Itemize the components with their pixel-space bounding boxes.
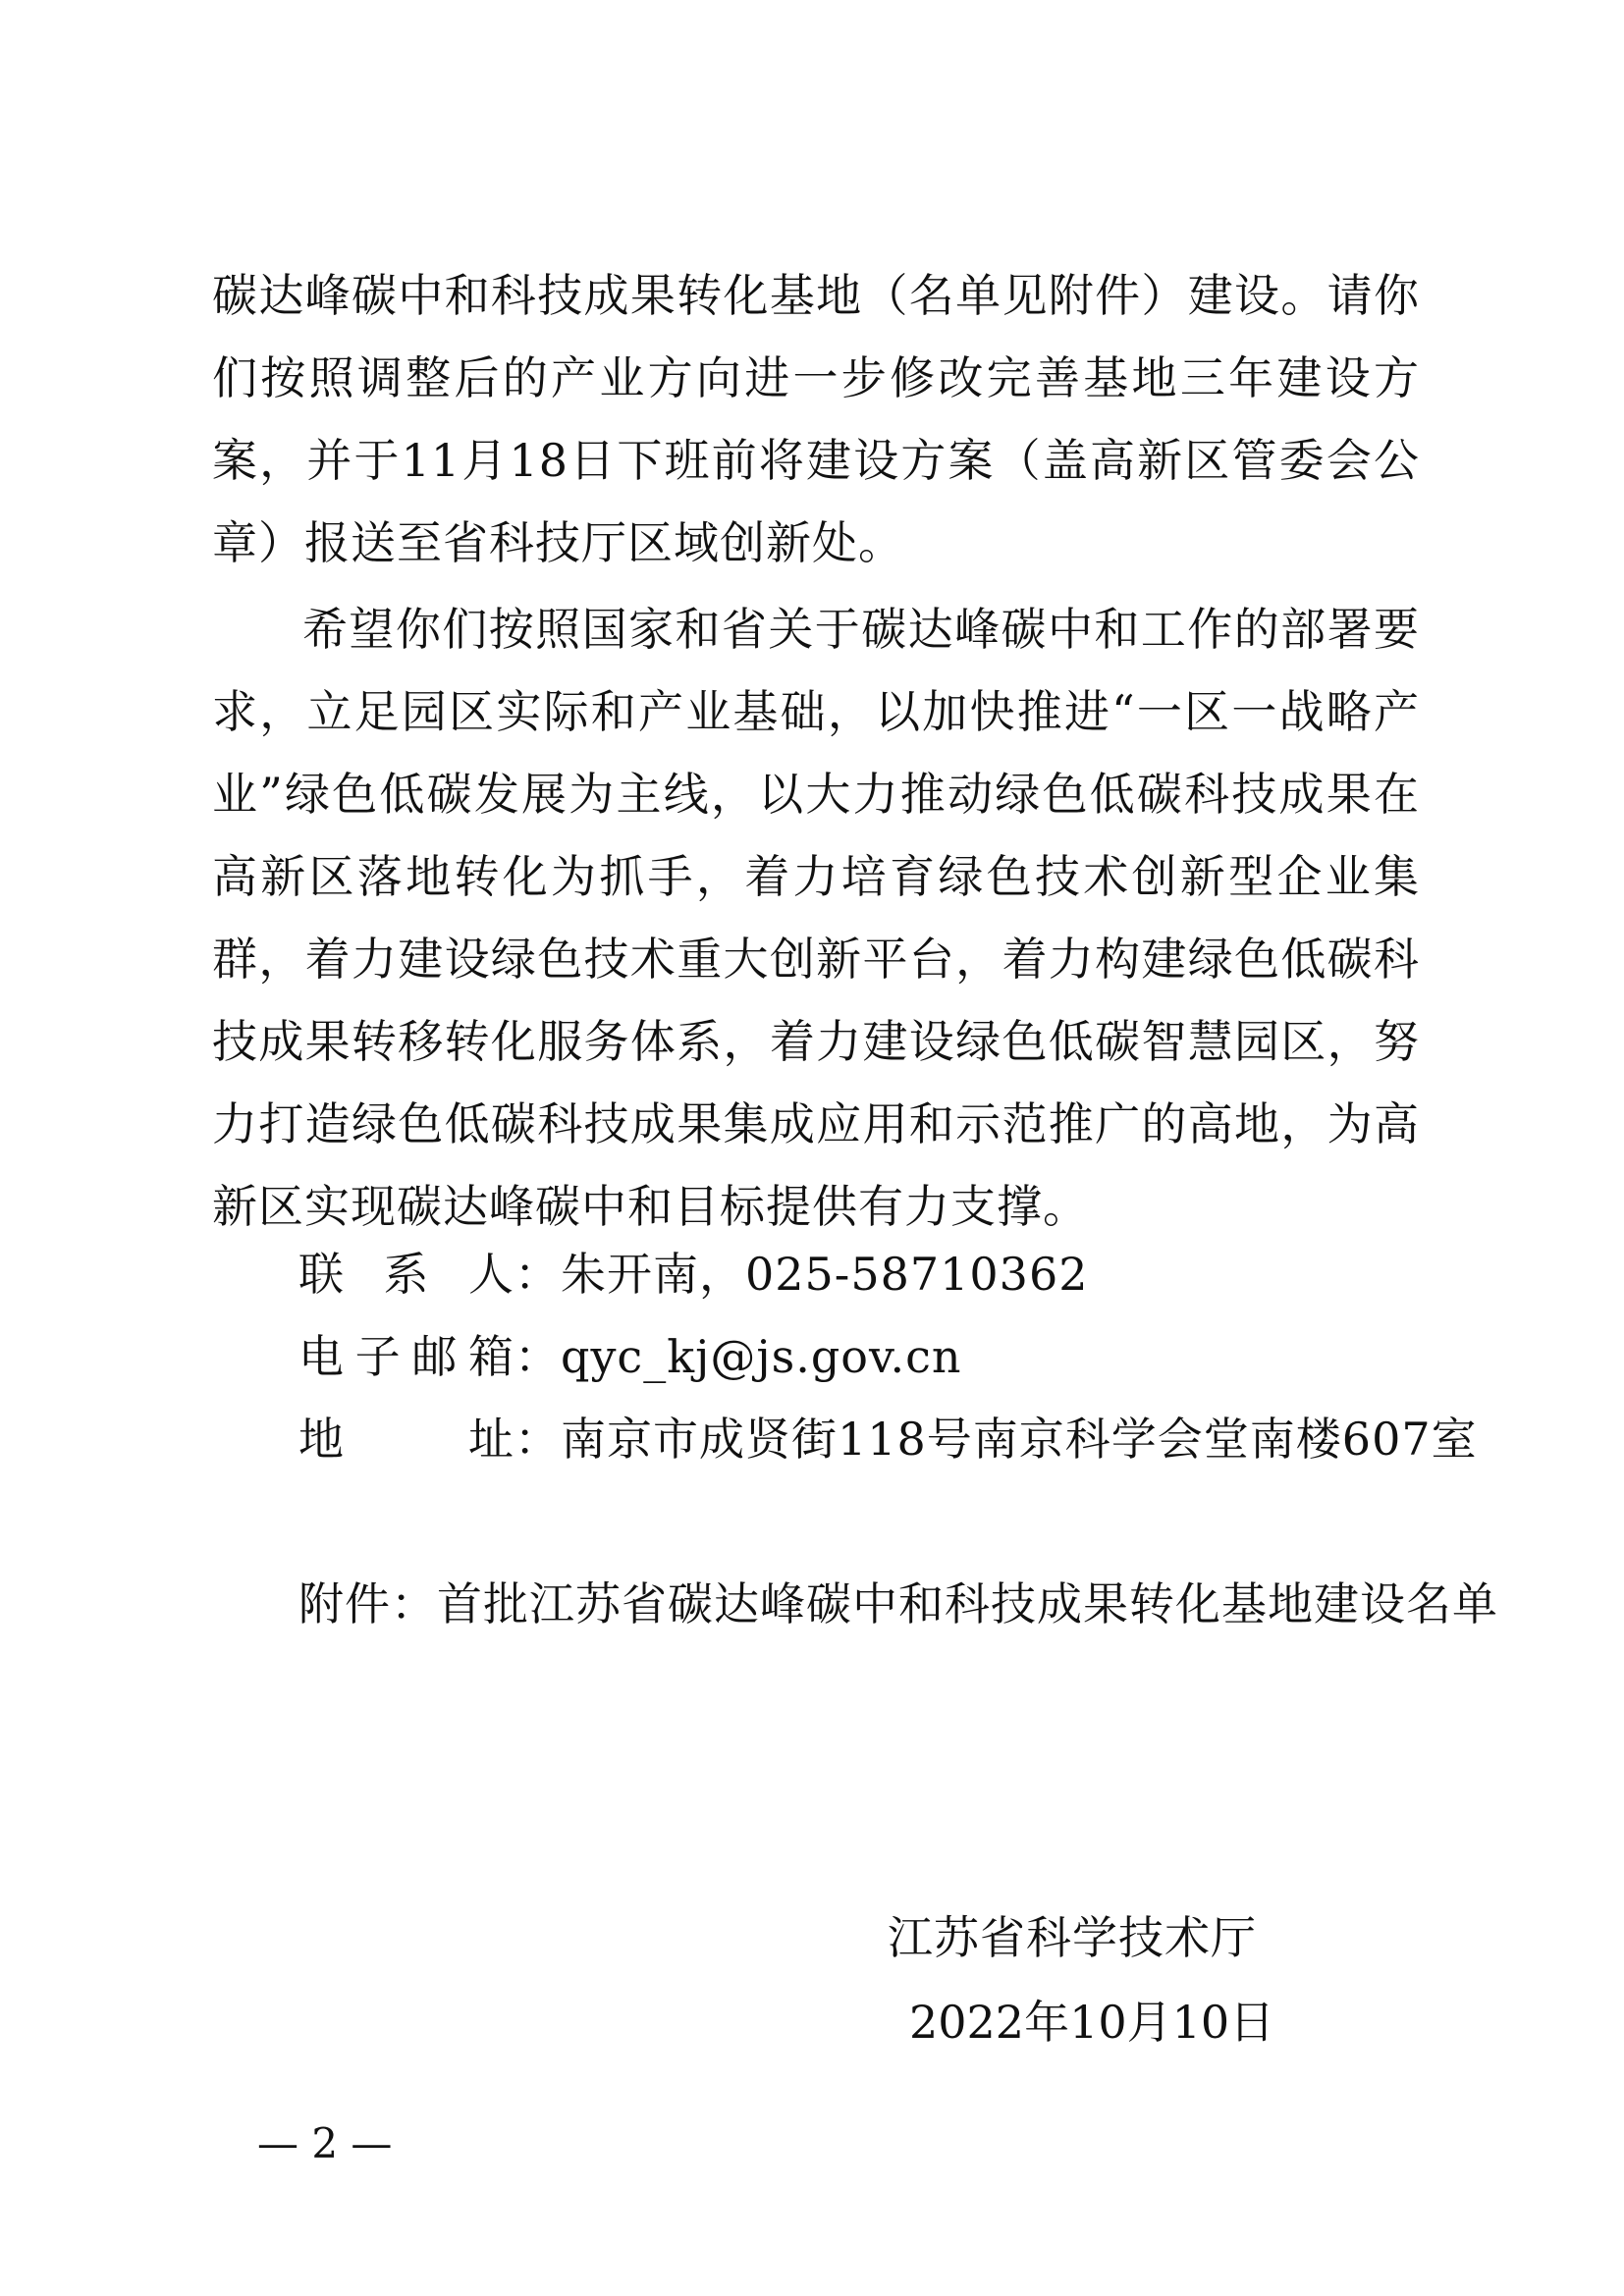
signature-date: 2022年10月10日 xyxy=(909,1996,1275,2049)
page-number: — 2 — xyxy=(257,2119,393,2167)
attachment-note: 附件：首批江苏省碳达峰碳中和科技成果转化基地建设名单 xyxy=(298,1577,1498,1630)
signature-organization: 江苏省科学技术厅 xyxy=(888,1911,1257,1964)
contact-email-label: 电子邮箱 xyxy=(298,1330,514,1383)
contact-address-value: 南京市成贤街118号南京科学会堂南楼607室 xyxy=(561,1413,1478,1466)
contact-address-line xyxy=(298,1398,1478,1480)
body-paragraph-2: 希望你们按照国家和省关于碳达峰碳中和工作的部署要求，立足园区实际和产业基础，以加快推进“一区一战略产业”绿色低碳发展为主线，以大力推动绿色低碳科技成果在高新区落地转化为抓手，着力培育绿色技术创新型企业集群，着力建设绿色技术重大创新平台，着力构建绿色低碳科技成果转移转化服务体系，着力建设绿色低碳智慧园区，努力打造绿色低碳科技成果集成应用和示范推广的高地，为高新区实现碳达峰碳中和目标提供有力支撑。 xyxy=(212,603,1420,1233)
colon: ： xyxy=(514,1248,561,1301)
colon: ： xyxy=(514,1413,561,1466)
colon: ： xyxy=(514,1330,561,1383)
contact-person-label: 联系人 xyxy=(298,1248,514,1301)
contact-email-line xyxy=(298,1315,962,1398)
contact-person-line xyxy=(298,1233,1088,1315)
body-paragraph-1: 碳达峰碳中和科技成果转化基地（名单见附件）建设。请你们按照调整后的产业方向进一步修改完善基地三年建设方案，并于11月18日下班前将建设方案（盖高新区管委会公章）报送至省科技厅区域创新处。 xyxy=(212,269,1420,569)
contact-email-value: qyc_kj@js.gov.cn xyxy=(561,1330,962,1383)
contact-address-label: 地址 xyxy=(298,1413,514,1466)
contact-person-value: 朱开南，025-58710362 xyxy=(561,1248,1089,1301)
